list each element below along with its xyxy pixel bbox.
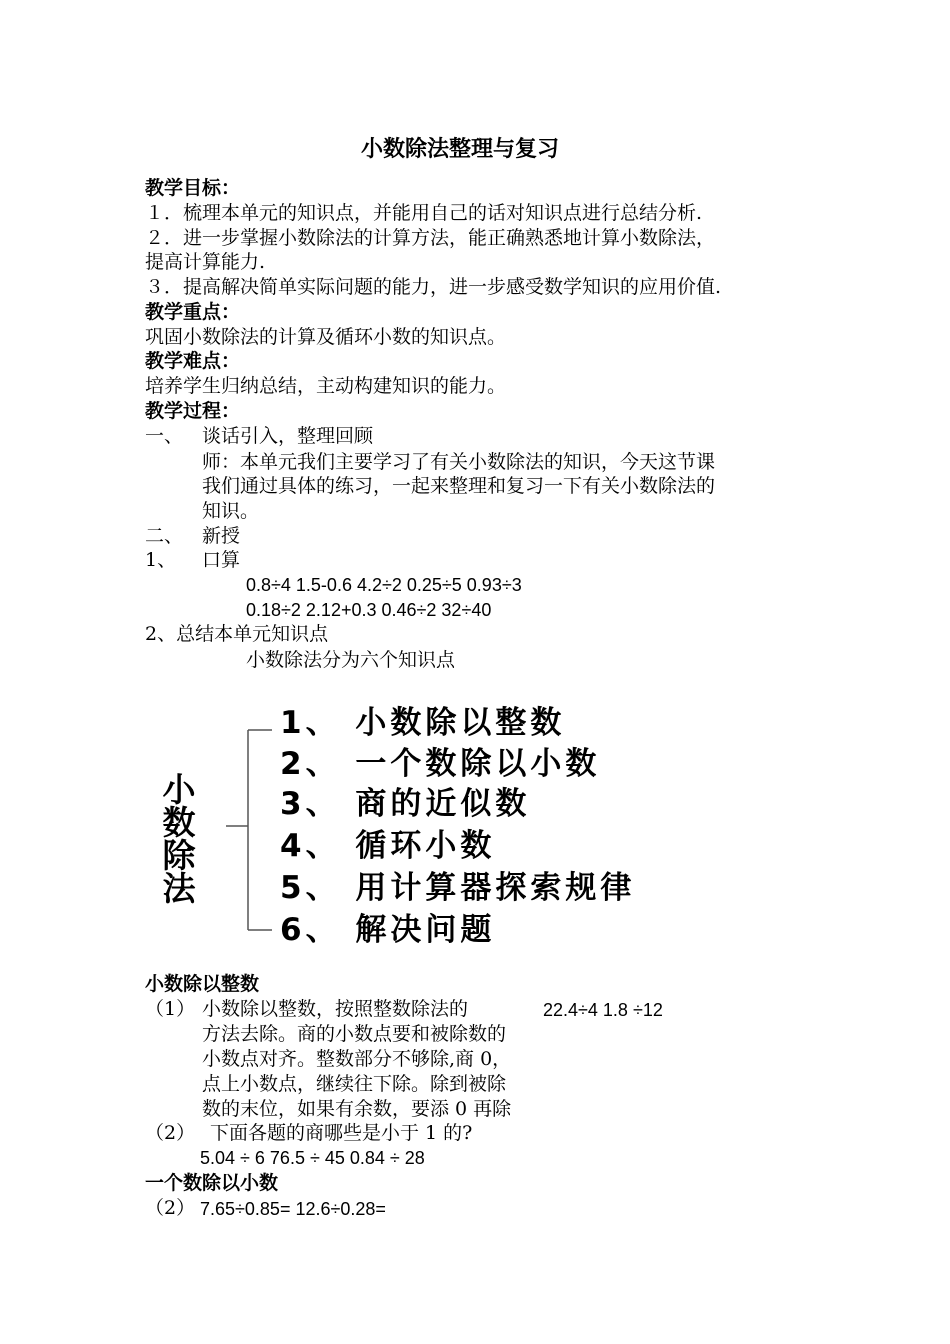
section-2-number: 二、 <box>145 525 184 547</box>
key-points-text: 巩固小数除法的计算及循环小数的知识点。 <box>145 326 507 348</box>
section-2-title: 新授 <box>202 525 241 547</box>
root-char: 数 <box>162 803 196 842</box>
section-1-number: 一、 <box>145 425 184 447</box>
section-a-item-1-examples: 22.4÷4 1.8 ÷12 <box>543 1000 663 1020</box>
objective-2-cont: 提高计算能力. <box>145 251 266 273</box>
oral-number: 1、 <box>145 549 177 571</box>
key-points-heading: 教学重点： <box>145 301 241 323</box>
section-b-item-label: （2） <box>145 1197 196 1219</box>
diagram-branch-4: 4、 循环小数 <box>280 828 496 864</box>
section-a-item-1-line-5: 数的末位，如果有余数，要添 0 再除 <box>202 1098 512 1120</box>
objective-1: １．梳理本单元的知识点，并能用自己的话对知识点进行总结分析. <box>145 202 703 224</box>
difficulties-heading: 教学难点： <box>145 350 241 372</box>
knowledge-diagram <box>140 695 820 960</box>
oral-row-1: 0.8÷4 1.5-0.6 4.2÷2 0.25÷5 0.93÷3 <box>246 575 522 595</box>
section-a-item-2-label: （2） <box>145 1122 196 1144</box>
page-title: 小数除法整理与复习 <box>361 137 560 162</box>
root-char: 法 <box>162 869 196 908</box>
diagram-root <box>154 770 204 908</box>
diagram-branch-3: 3、 商的近似数 <box>280 786 531 822</box>
section-b-heading: 一个数除以小数 <box>145 1172 279 1194</box>
root-char: 小 <box>162 770 196 809</box>
diagram-branch-2: 2、 一个数除以小数 <box>280 746 601 782</box>
section-1-title: 谈话引入，整理回顾 <box>202 425 374 447</box>
section-a-item-2-examples: 5.04 ÷ 6 76.5 ÷ 45 0.84 ÷ 28 <box>200 1148 425 1168</box>
objective-3: ３．提高解决简单实际问题的能力，进一步感受数学知识的应用价值. <box>145 276 722 298</box>
section-a-item-2-text: 下面各题的商哪些是小于 1 的? <box>210 1122 473 1144</box>
summary-title: 2、总结本单元知识点 <box>145 623 329 645</box>
section-a-heading: 小数除以整数 <box>145 973 260 995</box>
diagram-branch-5: 5、 用计算器探索规律 <box>280 870 636 906</box>
section-1-line-1: 师：本单元我们主要学习了有关小数除法的知识，今天这节课 <box>202 451 716 473</box>
section-a-item-1-line-2: 方法去除。商的小数点要和被除数的 <box>202 1023 507 1045</box>
oral-title: 口算 <box>202 549 241 571</box>
oral-row-2: 0.18÷2 2.12+0.3 0.46÷2 32÷40 <box>246 600 492 620</box>
difficulties-text: 培养学生归纳总结，主动构建知识的能力。 <box>145 375 507 397</box>
section-1-line-3: 知识。 <box>202 500 260 522</box>
section-a-item-1-line-1: 小数除以整数，按照整数除法的 <box>202 998 469 1020</box>
objective-2: ２．进一步掌握小数除法的计算方法，能正确熟悉地计算小数除法， <box>145 227 716 249</box>
section-a-item-1-line-4: 点上小数点，继续往下除。除到被除 <box>202 1073 507 1095</box>
diagram-branch-6: 6、 解决问题 <box>280 912 496 948</box>
process-heading: 教学过程： <box>145 400 241 422</box>
section-b-item-examples: 7.65÷0.85= 12.6÷0.28= <box>200 1199 386 1219</box>
diagram-branch-1: 1、 小数除以整数 <box>280 705 566 741</box>
objectives-heading: 教学目标： <box>145 177 241 199</box>
summary-text: 小数除法分为六个知识点 <box>246 649 456 671</box>
section-1-line-2: 我们通过具体的练习，一起来整理和复习一下有关小数除法的 <box>202 475 716 497</box>
root-char: 除 <box>162 836 196 875</box>
section-a-item-1-label: （1） <box>145 998 196 1020</box>
section-a-item-1-line-3: 小数点对齐。整数部分不够除,商 0， <box>202 1048 512 1070</box>
